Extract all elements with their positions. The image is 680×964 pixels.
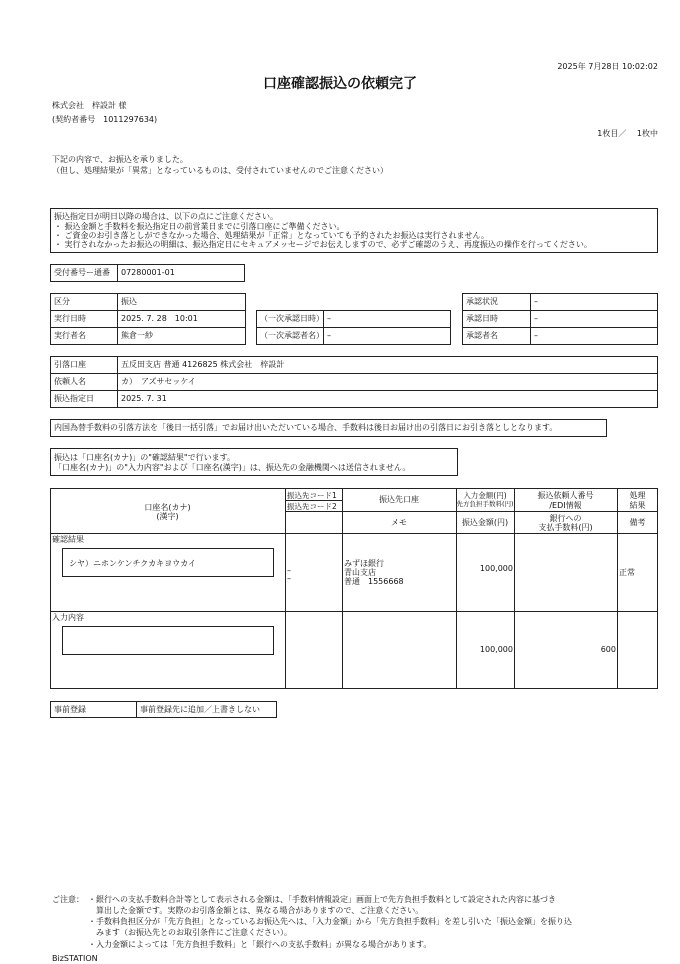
th-memo: メモ	[391, 518, 407, 527]
th-edi-info: /EDI情報	[549, 501, 582, 510]
company-name: 株式会社 梓設計 様	[52, 101, 127, 110]
page-info: 1枚目／ 1枚中	[597, 129, 658, 138]
approve-datetime-value: –	[530, 310, 658, 328]
brand-label: BizSTATION	[52, 954, 98, 963]
th-destination: 振込先口座	[379, 495, 419, 504]
caution-2b: みます（お振込先とのお取引条件にご注意ください）。	[96, 928, 292, 937]
first-approver-value: –	[323, 327, 451, 345]
th-transfer-amount: 振込金額(円)	[461, 518, 509, 527]
notice-line-1: 振込指定日が明日以降の場合は、以下の点にご注意ください。	[54, 212, 278, 221]
intro-line-2: （但し、処理結果が「異常」となっているものは、受付されていませんのでご注意ください）	[52, 166, 388, 175]
fee-note: 内国為替手数料の引落方法を「後日一括引落」でお届け出いただいている場合、手数料は後日お届け出の引落日にお引き落としとなります。	[50, 419, 607, 437]
exec-datetime-label: 実行日時	[50, 310, 118, 328]
th-remarks: 備考	[629, 518, 646, 527]
intro-line-1: 下記の内容で、お振込を承りました。	[52, 155, 188, 164]
page-title: 口座確認振込の依頼完了	[263, 76, 417, 92]
input-content-label: 入力内容	[52, 613, 84, 622]
notice-line-3: ・ ご資金のお引き落としができなかった場合、処理結果が「正常」となっていても予約されたお振込は実行されません。	[54, 231, 490, 240]
confirm-name-box	[62, 548, 274, 577]
notice-line-2: ・ 振込金額と手数料を振込指定日の前営業日までに引落口座にご準備ください。	[54, 222, 345, 231]
prereg-value: 事前登録先に追加／上書きしない	[136, 701, 277, 718]
process-result: 正常	[619, 568, 635, 577]
first-approver-label: （一次承認者名）	[256, 327, 324, 345]
receipt-label: 受付番号ー通番	[50, 264, 118, 282]
confirm-result-label: 確認結果	[52, 535, 84, 544]
executor-value: 熊倉一紗	[117, 327, 246, 345]
executor-label: 実行者名	[50, 327, 118, 345]
name-note-line-1: 振込は「口座名(カナ)」の"確認結果"で行います。	[54, 453, 235, 462]
th-code2: 振込先コード2	[287, 502, 337, 511]
bank-fee-amount: 600	[600, 645, 616, 654]
caution-1b: 算出した金額です。実際のお引落金額とは、異なる場合がありますので、ご注意ください。	[96, 906, 424, 915]
exec-datetime-value: 2025. 7. 28 10:01	[117, 310, 246, 328]
prereg-label: 事前登録	[50, 701, 137, 718]
th-result-2: 結果	[629, 501, 646, 510]
input-name-box	[62, 626, 274, 655]
branch-name: 青山支店	[344, 568, 376, 577]
requester-value: カ） アズサセッケイ	[117, 373, 658, 391]
receipt-value: 07280001-01	[117, 264, 245, 282]
code2-value: –	[287, 574, 291, 583]
approver-value: –	[530, 327, 658, 345]
th-bank-fee-1: 銀行への	[549, 514, 582, 523]
name-note-line-2: 「口座名(カナ)」の"入力内容"および「口座名(漢字)」は、振込先の金融機関へは送信されません。	[54, 463, 411, 472]
approve-status-value: –	[530, 293, 658, 311]
th-account-name-kanji: (漢字)	[156, 512, 179, 521]
th-requester-number: 振込依頼人番号	[537, 491, 594, 500]
caution-1: ・銀行への支払手数料合計等として表示される金額は、「手数料情報設定」画面上で先方負担手数料として設定された内容に基づき	[88, 895, 556, 904]
transfer-date-label: 振込指定日	[50, 390, 118, 408]
withdraw-account-value: 五反田支店 普通 4126825 株式会社 梓設計	[117, 356, 658, 374]
approve-status-label: 承認状況	[462, 293, 531, 311]
first-approve-datetime-label: （一次承認日時）	[256, 310, 324, 328]
code1-value: –	[287, 566, 291, 575]
th-code1: 振込先コード1	[287, 491, 337, 500]
th-payee-fee: 先方負担手数料(円)	[456, 500, 514, 508]
input-amount: 100,000	[479, 645, 513, 654]
confirm-amount: 100,000	[479, 564, 513, 573]
transfer-date-value: 2025. 7. 31	[117, 390, 658, 408]
bank-name: みずほ銀行	[344, 559, 384, 568]
notice-line-4: ・ 実行されなかったお振込の明細は、振込指定日にセキュアメッセージでお伝えしますので、必ずご確認のうえ、再度振込の操作を行ってください。	[54, 240, 592, 249]
requester-label: 依頼人名	[50, 373, 118, 391]
th-bank-fee-2: 支払手数料(円)	[538, 523, 593, 532]
kubun-label: 区分	[50, 293, 118, 311]
kubun-value: 振込	[117, 293, 246, 311]
th-input-amount: 入力金額(円)	[463, 491, 507, 500]
print-datetime: 2025年 7月28日 10:02:02	[557, 62, 658, 71]
th-account-name: 口座名(カナ)	[144, 503, 191, 512]
caution-2: ・手数料負担区分が「先方負担」となっているお振込先へは、「入力金額」から「先方負担手数料」を差し引いた「振込金額」を振り込	[88, 917, 572, 926]
withdraw-account-label: 引落口座	[50, 356, 118, 374]
th-result-1: 処理	[629, 491, 646, 500]
caution-3: ・入力金額によっては「先方負担手数料」と「銀行への支払手数料」が異なる場合があります。	[88, 940, 432, 949]
account-number: 普通 1556668	[344, 577, 404, 586]
caution-label: ご注意：	[52, 895, 84, 904]
first-approve-datetime-value: –	[323, 310, 451, 328]
approver-label: 承認者名	[462, 327, 531, 345]
name-note-box	[50, 448, 458, 476]
contract-number: (契約者番号 1011297634)	[52, 115, 158, 124]
approve-datetime-label: 承認日時	[462, 310, 531, 328]
confirm-account-name: シヤ）ニホンケンチクカキヨウカイ	[69, 559, 196, 568]
notice-box	[50, 208, 658, 253]
